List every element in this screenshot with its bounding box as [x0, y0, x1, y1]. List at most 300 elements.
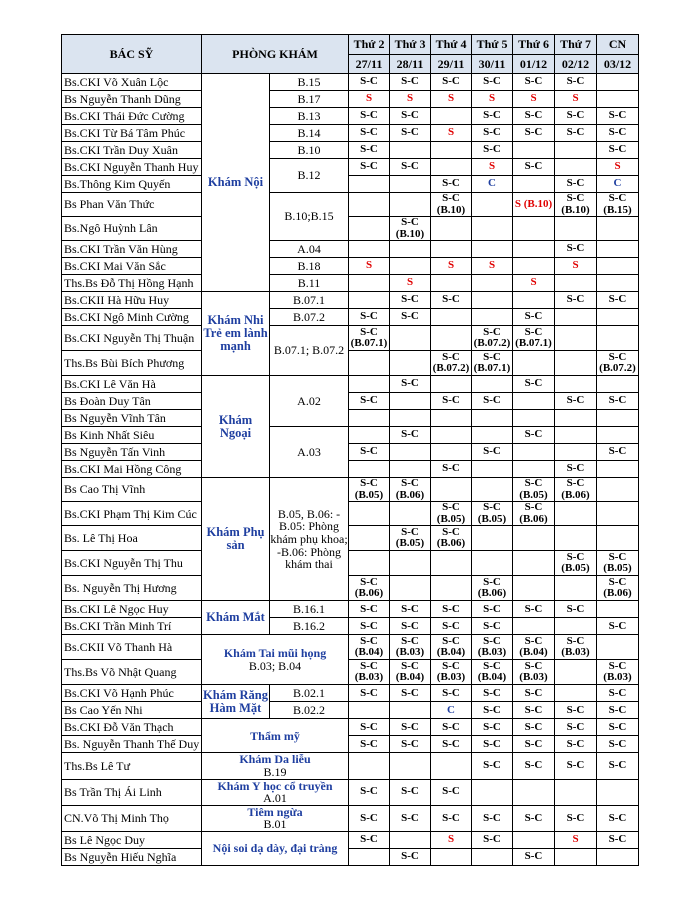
shift-cell — [472, 309, 513, 326]
clinic-header: PHÒNG KHÁM — [202, 35, 349, 74]
shift-cell: S-C (B.03) — [555, 635, 597, 660]
doctor-name: Bs.CKI Lê Văn Hà — [62, 376, 202, 393]
shift-cell: S — [555, 831, 597, 848]
shift-cell — [349, 176, 390, 193]
shift-cell: S-C (B.07.1) — [349, 326, 390, 351]
table-row — [62, 376, 639, 393]
shift-cell: S-C — [390, 292, 431, 309]
shift-cell — [390, 393, 431, 410]
room-code: B.07.1; B.07.2 — [270, 326, 349, 376]
doctor-name: Bs.Ngô Huỳnh Lân — [62, 217, 202, 241]
shift-cell: S-C — [472, 702, 513, 719]
room-code: A.02 — [270, 376, 349, 427]
shift-cell: C — [472, 176, 513, 193]
table-row — [62, 444, 639, 461]
day-header: Thứ 5 — [472, 35, 513, 55]
shift-cell — [555, 779, 597, 805]
table-row — [62, 125, 639, 142]
doctor-name: Bs Cao Thị Vĩnh — [62, 478, 202, 502]
shift-cell: S-C — [513, 753, 555, 779]
shift-cell: S-C (B.07.1) — [472, 351, 513, 376]
shift-cell: S-C — [349, 601, 390, 618]
date-header: 02/12 — [555, 55, 597, 74]
shift-cell: S-C (B.06) — [597, 576, 639, 601]
room-code: B.16.1 — [270, 601, 349, 618]
shift-cell — [597, 461, 639, 478]
shift-cell — [431, 275, 472, 292]
table-row — [62, 779, 639, 805]
doctor-name: Bs.Thông Kim Quyến — [62, 176, 202, 193]
shift-cell: S-C — [472, 719, 513, 736]
shift-cell — [472, 292, 513, 309]
date-header: 01/12 — [513, 55, 555, 74]
shift-cell — [431, 848, 472, 865]
room-code: B.07.2 — [270, 309, 349, 326]
department-name: Khám Da liễu — [239, 752, 311, 767]
dept-mat: Khám Mắt — [202, 601, 270, 635]
room-code: B.03; B.04 — [248, 658, 302, 673]
shift-cell — [597, 326, 639, 351]
table-row — [62, 502, 639, 526]
shift-cell: S-C (B.03) — [390, 635, 431, 660]
shift-cell — [390, 326, 431, 351]
table-row — [62, 526, 639, 551]
shift-cell — [597, 410, 639, 427]
shift-cell: S-C — [597, 142, 639, 159]
shift-cell — [349, 551, 390, 576]
shift-cell — [513, 393, 555, 410]
shift-cell: S-C — [349, 685, 390, 702]
shift-cell — [513, 241, 555, 258]
dept-tmh — [202, 635, 349, 685]
doctor-name: Ths.Bs Đỗ Thị Hồng Hạnh — [62, 275, 202, 292]
day-header: Thứ 2 — [349, 35, 390, 55]
table-row — [62, 660, 639, 685]
table-row — [62, 478, 639, 502]
table-row — [62, 275, 639, 292]
shift-cell — [472, 478, 513, 502]
shift-cell: S-C — [349, 108, 390, 125]
shift-cell: S-C (B.06) — [431, 526, 472, 551]
shift-cell: S (B.10) — [513, 193, 555, 217]
shift-cell — [390, 258, 431, 275]
doctor-name: Bs Nguyễn Thanh Dũng — [62, 91, 202, 108]
doctor-name: Bs.CKI Từ Bá Tâm Phúc — [62, 125, 202, 142]
room-code: A.01 — [263, 791, 287, 806]
shift-cell — [555, 275, 597, 292]
shift-cell: C — [597, 176, 639, 193]
room-code: B.11 — [270, 275, 349, 292]
shift-cell — [349, 427, 390, 444]
room-code: B.15 — [270, 74, 349, 91]
room-code: A.04 — [270, 241, 349, 258]
shift-cell — [513, 461, 555, 478]
dept-ngoai: Khám Ngoại — [202, 376, 270, 478]
dept-rhm: Khám Răng Hàm Mặt — [202, 685, 270, 719]
doctor-name: CN.Võ Thị Minh Thọ — [62, 805, 202, 831]
shift-cell — [513, 779, 555, 805]
table-row — [62, 258, 639, 275]
shift-cell: S-C — [597, 108, 639, 125]
room-code: B.14 — [270, 125, 349, 142]
shift-cell: S-C (B.07.2) — [431, 351, 472, 376]
table-row — [62, 635, 639, 660]
shift-cell: S-C — [431, 176, 472, 193]
shift-cell: S-C — [472, 108, 513, 125]
shift-cell: S-C (B.10) — [555, 193, 597, 217]
shift-cell: S — [349, 258, 390, 275]
shift-cell: S-C — [597, 125, 639, 142]
shift-cell: S-C — [349, 309, 390, 326]
table-row — [62, 108, 639, 125]
table-row — [62, 410, 639, 427]
shift-cell — [431, 427, 472, 444]
shift-cell — [390, 753, 431, 779]
schedule-table — [61, 34, 639, 866]
shift-cell: S-C (B.07.1) — [513, 326, 555, 351]
shift-cell: S-C (B.03) — [431, 660, 472, 685]
doctor-name: Bs.CKI Mai Hồng Công — [62, 461, 202, 478]
shift-cell — [472, 779, 513, 805]
shift-cell: S-C — [555, 461, 597, 478]
shift-cell: S-C (B.05) — [513, 478, 555, 502]
shift-cell — [431, 478, 472, 502]
shift-cell: S-C — [349, 779, 390, 805]
date-header: 29/11 — [431, 55, 472, 74]
shift-cell: S-C — [431, 779, 472, 805]
shift-cell: S — [390, 275, 431, 292]
shift-cell: S-C — [513, 427, 555, 444]
shift-cell: S — [472, 91, 513, 108]
shift-cell — [431, 241, 472, 258]
shift-cell: S-C — [555, 74, 597, 91]
shift-cell — [472, 551, 513, 576]
table-row — [62, 193, 639, 217]
shift-cell: S — [513, 91, 555, 108]
doctor-name: Bs. Nguyễn Thanh Thế Duy — [62, 736, 202, 753]
shift-cell: S-C — [555, 702, 597, 719]
shift-cell — [390, 193, 431, 217]
shift-cell — [513, 292, 555, 309]
shift-cell: S — [390, 91, 431, 108]
shift-cell — [555, 309, 597, 326]
shift-cell — [597, 502, 639, 526]
table-row — [62, 601, 639, 618]
shift-cell — [431, 576, 472, 601]
shift-cell: S — [431, 125, 472, 142]
table-row — [62, 326, 639, 351]
shift-cell — [513, 551, 555, 576]
table-row — [62, 292, 639, 309]
shift-cell: S-C — [431, 292, 472, 309]
shift-cell — [390, 551, 431, 576]
shift-cell — [431, 326, 472, 351]
shift-cell: S-C — [431, 461, 472, 478]
dept-phusan: Khám Phụ sản — [202, 478, 270, 601]
shift-cell — [390, 444, 431, 461]
shift-cell — [513, 410, 555, 427]
shift-cell — [431, 551, 472, 576]
shift-cell: S-C — [390, 159, 431, 176]
shift-cell: S-C — [597, 736, 639, 753]
shift-cell: S-C (B.05) — [431, 502, 472, 526]
room-code: B.13 — [270, 108, 349, 125]
table-row — [62, 351, 639, 376]
doctor-name: Bs Đoàn Duy Tân — [62, 393, 202, 410]
shift-cell — [472, 376, 513, 393]
date-header: 28/11 — [390, 55, 431, 74]
shift-cell — [390, 576, 431, 601]
shift-cell: S-C — [390, 719, 431, 736]
shift-cell: S-C — [390, 376, 431, 393]
shift-cell — [390, 241, 431, 258]
shift-cell — [472, 217, 513, 241]
shift-cell — [513, 618, 555, 635]
shift-cell: S-C — [513, 125, 555, 142]
shift-cell: S-C — [431, 74, 472, 91]
shift-cell — [555, 502, 597, 526]
shift-cell: S-C — [513, 805, 555, 831]
doctor-name: Bs.CKI Đỗ Văn Thạch — [62, 719, 202, 736]
shift-cell: S-C (B.04) — [349, 635, 390, 660]
shift-cell — [472, 526, 513, 551]
doctor-name: Bs.CKI Trần Văn Hùng — [62, 241, 202, 258]
shift-cell — [597, 74, 639, 91]
shift-cell: S-C — [513, 702, 555, 719]
shift-cell — [431, 753, 472, 779]
shift-cell: S-C (B.06) — [555, 478, 597, 502]
shift-cell: S-C — [513, 108, 555, 125]
room-code: B.10 — [270, 142, 349, 159]
shift-cell: S-C — [349, 125, 390, 142]
room-code: B.17 — [270, 91, 349, 108]
shift-cell: S-C — [472, 601, 513, 618]
shift-cell — [597, 635, 639, 660]
table-row — [62, 427, 639, 444]
room-code: B.18 — [270, 258, 349, 275]
shift-cell — [597, 526, 639, 551]
shift-cell: S-C — [555, 753, 597, 779]
shift-cell: S-C (B.05) — [390, 526, 431, 551]
shift-cell: S-C — [472, 685, 513, 702]
day-header: Thứ 7 — [555, 35, 597, 55]
shift-cell: S-C — [472, 618, 513, 635]
doctor-name: Bs.CKI Ngô Minh Cường — [62, 309, 202, 326]
date-header: 30/11 — [472, 55, 513, 74]
shift-cell: S-C — [390, 125, 431, 142]
shift-cell: S-C — [513, 719, 555, 736]
shift-cell — [472, 410, 513, 427]
shift-cell — [555, 326, 597, 351]
shift-cell: S-C (B.05) — [555, 551, 597, 576]
doctor-name: Bs Cao Yến Nhi — [62, 702, 202, 719]
shift-cell — [390, 502, 431, 526]
shift-cell — [513, 444, 555, 461]
dept-tiemngua — [202, 805, 349, 831]
table-row — [62, 736, 639, 753]
shift-cell: S-C (B.03) — [513, 660, 555, 685]
shift-cell: S-C — [555, 393, 597, 410]
shift-cell — [390, 351, 431, 376]
table-row — [62, 831, 639, 848]
shift-cell: S-C — [555, 719, 597, 736]
shift-cell: S-C — [513, 74, 555, 91]
shift-cell: S — [555, 258, 597, 275]
shift-cell: S-C (B.04) — [472, 660, 513, 685]
doctor-name: Ths.Bs Lê Tư — [62, 753, 202, 779]
shift-cell: S-C — [513, 159, 555, 176]
table-row — [62, 805, 639, 831]
shift-cell: S-C — [431, 685, 472, 702]
table-row — [62, 176, 639, 193]
shift-cell — [555, 526, 597, 551]
shift-cell — [555, 159, 597, 176]
shift-cell: S-C — [555, 108, 597, 125]
doctor-name: Bs Kinh Nhất Siêu — [62, 427, 202, 444]
room-code: A.03 — [270, 427, 349, 478]
shift-cell — [555, 427, 597, 444]
shift-cell — [390, 461, 431, 478]
department-name: Khám Y học cổ truyền — [217, 779, 333, 793]
shift-cell: C — [431, 702, 472, 719]
shift-cell: S-C — [513, 685, 555, 702]
shift-cell — [597, 601, 639, 618]
shift-cell: S-C — [390, 848, 431, 865]
shift-cell — [431, 376, 472, 393]
shift-cell: S-C — [597, 702, 639, 719]
table-row — [62, 618, 639, 635]
shift-cell: S-C — [555, 241, 597, 258]
shift-cell: S-C — [555, 176, 597, 193]
dept-noi: Khám Nội — [202, 74, 270, 292]
shift-cell — [555, 376, 597, 393]
day-header: Thứ 3 — [390, 35, 431, 55]
doctor-name: Bs.CKI Lê Ngọc Huy — [62, 601, 202, 618]
shift-cell — [597, 478, 639, 502]
dept-nhi: Khám Nhi Trẻ em lành mạnh — [202, 292, 270, 376]
shift-cell: S-C (B.10) — [431, 193, 472, 217]
shift-cell: S-C — [597, 444, 639, 461]
shift-cell — [513, 526, 555, 551]
shift-cell: S-C — [390, 309, 431, 326]
shift-cell — [431, 410, 472, 427]
room-code: B.12 — [270, 159, 349, 193]
shift-cell — [513, 142, 555, 159]
shift-cell: S-C (B.03) — [349, 660, 390, 685]
shift-cell — [597, 376, 639, 393]
shift-cell: S-C (B.05) — [349, 478, 390, 502]
doctor-name: Bs.CKI Võ Hạnh Phúc — [62, 685, 202, 702]
shift-cell: S-C (B.06) — [390, 478, 431, 502]
shift-cell: S-C — [597, 831, 639, 848]
shift-cell — [472, 275, 513, 292]
doctor-name: Bs.CKII Hà Hữu Huy — [62, 292, 202, 309]
shift-cell — [513, 831, 555, 848]
department-name: Khám Tai mũi họng — [223, 646, 327, 661]
dept-yhct — [202, 779, 349, 805]
shift-cell: S-C — [513, 376, 555, 393]
department-name: Tiêm ngừa — [247, 805, 303, 819]
room-code: B.02.2 — [270, 702, 349, 719]
shift-cell — [390, 831, 431, 848]
table-row — [62, 159, 639, 176]
room-code: B.01 — [263, 817, 287, 832]
shift-cell — [555, 142, 597, 159]
shift-cell: S-C — [597, 292, 639, 309]
shift-cell — [472, 848, 513, 865]
shift-cell: S-C (B.05) — [597, 551, 639, 576]
shift-cell: S — [431, 258, 472, 275]
shift-cell: S-C — [349, 831, 390, 848]
doctor-name: Bs.CKI Nguyễn Thị Thu — [62, 551, 202, 576]
shift-cell: S-C (B.03) — [597, 660, 639, 685]
shift-cell — [597, 258, 639, 275]
shift-cell — [349, 526, 390, 551]
table-row — [62, 848, 639, 865]
shift-cell — [431, 159, 472, 176]
table-row — [62, 309, 639, 326]
shift-cell — [513, 258, 555, 275]
table-row — [62, 551, 639, 576]
shift-cell — [472, 461, 513, 478]
day-header: Thứ 4 — [431, 35, 472, 55]
doctor-name: Ths.Bs Bùi Bích Phương — [62, 351, 202, 376]
doctor-name: Bs.CKI Võ Xuân Lộc — [62, 74, 202, 91]
shift-cell: S-C — [472, 74, 513, 91]
shift-cell — [513, 351, 555, 376]
shift-cell: S-C — [349, 74, 390, 91]
shift-cell: S-C — [472, 444, 513, 461]
shift-cell: S-C — [349, 719, 390, 736]
shift-cell: S-C — [390, 427, 431, 444]
dept-dalieu — [202, 753, 349, 779]
shift-cell — [349, 848, 390, 865]
shift-cell — [349, 376, 390, 393]
shift-cell: S-C (B.07.2) — [597, 351, 639, 376]
shift-cell: S-C — [349, 805, 390, 831]
shift-cell — [472, 427, 513, 444]
shift-cell — [349, 292, 390, 309]
shift-cell — [597, 241, 639, 258]
shift-cell — [349, 275, 390, 292]
shift-cell: S-C (B.06) — [513, 502, 555, 526]
shift-cell: S-C — [390, 108, 431, 125]
shift-cell: S-C — [597, 618, 639, 635]
shift-cell: S-C — [349, 736, 390, 753]
dept-thammy: Thẩm mỹ — [202, 719, 349, 753]
table-row — [62, 461, 639, 478]
shift-cell: S-C — [513, 848, 555, 865]
shift-cell: S-C — [390, 74, 431, 91]
shift-cell: S-C (B.06) — [472, 576, 513, 601]
shift-cell — [390, 142, 431, 159]
shift-cell: S-C — [555, 125, 597, 142]
shift-cell — [390, 702, 431, 719]
shift-cell — [597, 779, 639, 805]
shift-cell: S-C — [349, 142, 390, 159]
shift-cell: S-C — [390, 805, 431, 831]
shift-cell — [513, 176, 555, 193]
table-row — [62, 74, 639, 91]
shift-cell: S — [431, 91, 472, 108]
shift-cell: S-C — [390, 685, 431, 702]
shift-cell: S-C (B.06) — [349, 576, 390, 601]
doctor-name: Bs.CKI Mai Văn Sắc — [62, 258, 202, 275]
doctor-name: Bs.CKI Thái Đức Cường — [62, 108, 202, 125]
shift-cell — [555, 576, 597, 601]
doctor-name: Bs Lê Ngọc Duy — [62, 831, 202, 848]
doctor-name: Bs Nguyễn Hiếu Nghĩa — [62, 848, 202, 865]
